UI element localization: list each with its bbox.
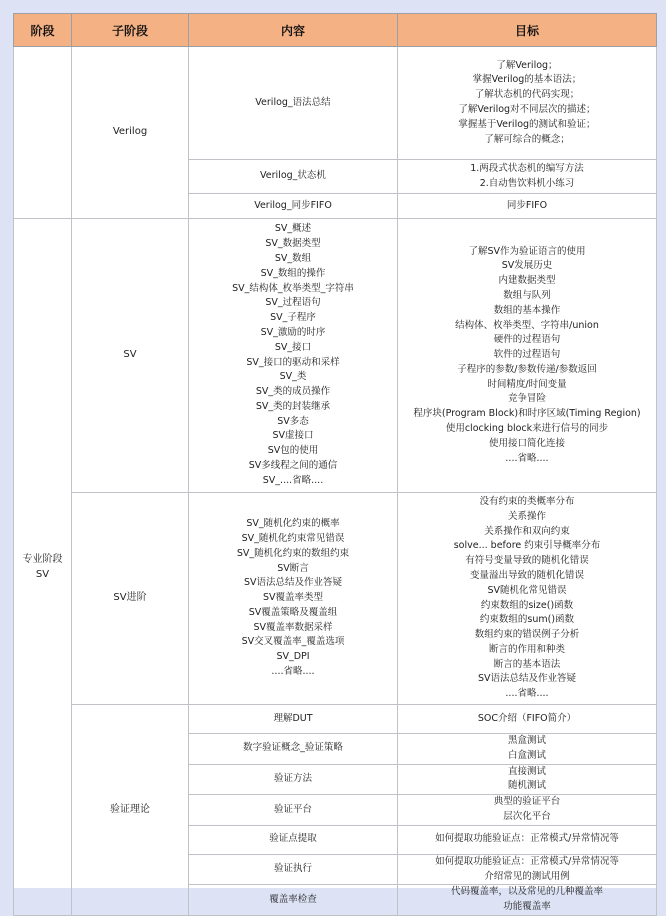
content-cell bbox=[189, 885, 398, 916]
goal-line: 结构体、枚举类型、字符串/union bbox=[455, 319, 599, 331]
content-line: SV_类 bbox=[279, 371, 307, 383]
goal-line: 了解可综合的概念； bbox=[484, 133, 570, 145]
goal-line: ....省略.... bbox=[505, 688, 549, 700]
content-line: SV_数据类型 bbox=[265, 238, 321, 250]
goal-cell bbox=[398, 795, 657, 826]
content-line: 验证点提取 bbox=[269, 833, 317, 845]
content-cell bbox=[189, 219, 398, 493]
goal-line: 关系操作和双向约束 bbox=[484, 525, 570, 537]
goal-line: 如何提取功能验证点：正常模式/异常情况等 bbox=[435, 855, 619, 867]
goal-line: 变量溢出导致的随机化错误 bbox=[469, 569, 584, 581]
content-line: Verilog_状态机 bbox=[260, 170, 326, 182]
content-line: 验证平台 bbox=[273, 803, 312, 815]
goal-line: 了解Verilog； bbox=[496, 59, 558, 71]
content-line: SV断言 bbox=[277, 562, 309, 574]
content-line: 数字验证概念_验证策略 bbox=[243, 742, 343, 754]
curriculum-table-frame bbox=[13, 13, 656, 913]
goal-cell bbox=[398, 854, 657, 885]
content-line: SV_过程语句 bbox=[265, 297, 321, 309]
goal-line: 功能覆盖率 bbox=[503, 901, 551, 913]
goal-line: 软件的过程语句 bbox=[493, 349, 561, 361]
goal-line: 有符号变量导致的随机化错误 bbox=[465, 555, 589, 567]
goal-line: 层次化平台 bbox=[503, 810, 551, 822]
goal-line: 断言的基本语法 bbox=[493, 658, 561, 670]
goal-line: 时间精度/时间变量 bbox=[487, 378, 567, 390]
goal-line: 白盒测试 bbox=[507, 749, 546, 761]
goal-line: 竞争冒险 bbox=[507, 393, 546, 405]
table-row bbox=[14, 493, 657, 705]
goal-cell bbox=[398, 47, 657, 160]
goal-line: solve... before 约束引导概率分布 bbox=[453, 540, 601, 552]
substage-verification-theory: 验证理论 bbox=[72, 705, 189, 916]
goal-line: 子程序的参数/参数传递/参数返回 bbox=[457, 363, 597, 375]
content-line: SV_随机化约束的数组约束 bbox=[236, 547, 350, 559]
content-line: SV_数组 bbox=[274, 252, 312, 264]
content-line: SV包的使用 bbox=[267, 445, 319, 457]
content-line: SV交叉覆盖率_覆盖选项 bbox=[241, 636, 345, 648]
goal-line: 约束数组的size()函数 bbox=[480, 599, 574, 611]
goal-line: 断言的作用和种类 bbox=[488, 643, 565, 655]
content-cell bbox=[189, 764, 398, 795]
goal-line: SV发展历史 bbox=[501, 260, 553, 272]
curriculum-table bbox=[13, 13, 657, 916]
goal-line: 典型的验证平台 bbox=[493, 796, 561, 808]
header-goal: 目标 bbox=[398, 14, 657, 47]
content-line: SV覆盖策略及覆盖组 bbox=[248, 606, 338, 618]
content-line: Verilog_语法总结 bbox=[255, 96, 331, 108]
goal-line: 数组的基本操作 bbox=[493, 304, 561, 316]
goal-line: ....省略.... bbox=[505, 452, 549, 464]
goal-line: 了解Verilog对不同层次的描述； bbox=[458, 104, 596, 115]
goal-line: 同步FIFO bbox=[506, 199, 548, 211]
goal-cell bbox=[398, 825, 657, 854]
goal-line: 数组约束的错误例子分析 bbox=[474, 629, 580, 641]
goal-cell bbox=[398, 219, 657, 493]
content-line: SV虚接口 bbox=[272, 430, 314, 442]
substage-sv: SV bbox=[72, 219, 189, 493]
goal-line: 1.两段式状态机的编写方法 bbox=[470, 162, 584, 174]
goal-cell bbox=[398, 885, 657, 916]
content-line: SV覆盖率数据采样 bbox=[253, 621, 333, 633]
content-line: SV_概述 bbox=[274, 223, 312, 235]
goal-cell bbox=[398, 160, 657, 194]
content-line: SV_接口的驱动和采样 bbox=[246, 356, 340, 368]
stage-label-line: 专业阶段 bbox=[22, 553, 63, 565]
substage-sv-advanced: SV进阶 bbox=[72, 493, 189, 705]
goal-line: 介绍常见的测试用例 bbox=[484, 870, 570, 882]
content-line: SV_随机化约束常见错误 bbox=[241, 532, 345, 544]
content-cell bbox=[189, 705, 398, 734]
content-cell bbox=[189, 194, 398, 219]
content-line: SV_结构体_枚举类型_字符串 bbox=[232, 282, 354, 294]
content-line: 理解DUT bbox=[273, 712, 313, 724]
goal-line: 硬件的过程语句 bbox=[493, 334, 561, 346]
goal-line: SOC介绍（FIFO简介） bbox=[477, 712, 577, 724]
goal-cell bbox=[398, 194, 657, 219]
goal-line: 黑盒测试 bbox=[507, 735, 546, 746]
goal-line: SV随机化常见错误 bbox=[487, 584, 567, 596]
goal-line: 没有约束的类概率分布 bbox=[479, 495, 575, 507]
goal-line: 随机测试 bbox=[507, 780, 546, 792]
goal-cell bbox=[398, 734, 657, 765]
goal-line: 约束数组的sum()函数 bbox=[479, 614, 575, 626]
content-line: SV_子程序 bbox=[270, 312, 316, 324]
content-cell bbox=[189, 854, 398, 885]
stage-label-line: SV bbox=[35, 568, 50, 580]
content-line: SV覆盖率类型 bbox=[262, 592, 324, 604]
goal-line: 数组与队列 bbox=[503, 289, 551, 301]
table-row bbox=[14, 47, 657, 160]
header-stage: 阶段 bbox=[14, 14, 72, 47]
content-line: Verilog_同步FIFO bbox=[254, 199, 332, 211]
goal-line: 程序块(Program Block)和时序区域(Timing Region) bbox=[413, 408, 641, 420]
goal-line: 了解状态机的代码实现； bbox=[474, 89, 580, 101]
content-line: 覆盖率检查 bbox=[269, 893, 317, 905]
content-line: SV多线程之间的通信 bbox=[248, 460, 338, 472]
table-row bbox=[14, 219, 657, 493]
goal-line: 直接测试 bbox=[507, 765, 546, 777]
table-row bbox=[14, 705, 657, 734]
substage-verilog: Verilog bbox=[72, 47, 189, 219]
content-line: SV_接口 bbox=[274, 341, 312, 353]
content-line: 验证执行 bbox=[273, 863, 312, 875]
content-line: SV_类的封装继承 bbox=[255, 400, 331, 412]
content-line: SV_数组的操作 bbox=[260, 267, 326, 279]
content-cell bbox=[189, 734, 398, 765]
goal-line: 掌握基于Verilog的测试和验证； bbox=[458, 118, 596, 130]
goal-cell bbox=[398, 705, 657, 734]
goal-line: 使用接口简化连接 bbox=[488, 437, 565, 449]
content-cell bbox=[189, 795, 398, 826]
goal-line: 如何提取功能验证点：正常模式/异常情况等 bbox=[435, 833, 619, 845]
content-line: SV多态 bbox=[277, 415, 309, 427]
goal-line: 2.自动售饮料机小练习 bbox=[479, 177, 575, 189]
content-cell bbox=[189, 825, 398, 854]
stage-professional-sv bbox=[14, 219, 72, 916]
content-cell bbox=[189, 47, 398, 160]
goal-line: 掌握Verilog的基本语法； bbox=[472, 74, 582, 86]
content-line: SV_激励的时序 bbox=[260, 326, 326, 338]
content-line: SV_随机化约束的概率 bbox=[246, 518, 340, 530]
goal-line: 关系操作 bbox=[507, 510, 546, 522]
goal-line: SV语法总结及作业答疑 bbox=[477, 673, 577, 685]
content-line: SV_....省略.... bbox=[262, 474, 324, 486]
goal-line: 了解SV作为验证语言的使用 bbox=[468, 245, 586, 257]
goal-line: 内建数据类型 bbox=[498, 275, 556, 287]
header-content: 内容 bbox=[189, 14, 398, 47]
stage-cell-empty bbox=[14, 47, 72, 219]
goal-line: 使用clocking block来进行信号的同步 bbox=[445, 423, 609, 435]
content-cell bbox=[189, 160, 398, 194]
goal-cell bbox=[398, 493, 657, 705]
goal-cell bbox=[398, 764, 657, 795]
content-line: SV_类的成员操作 bbox=[255, 386, 331, 398]
content-line: ....省略.... bbox=[271, 666, 315, 678]
content-line: 验证方法 bbox=[273, 772, 312, 784]
header-substage: 子阶段 bbox=[72, 14, 189, 47]
content-line: SV语法总结及作业答疑 bbox=[243, 577, 343, 589]
goal-line: 代码覆盖率，以及常见的几种覆盖率 bbox=[450, 886, 603, 898]
header-row bbox=[14, 14, 657, 47]
content-cell bbox=[189, 493, 398, 705]
content-line: SV_DPI bbox=[276, 651, 310, 663]
